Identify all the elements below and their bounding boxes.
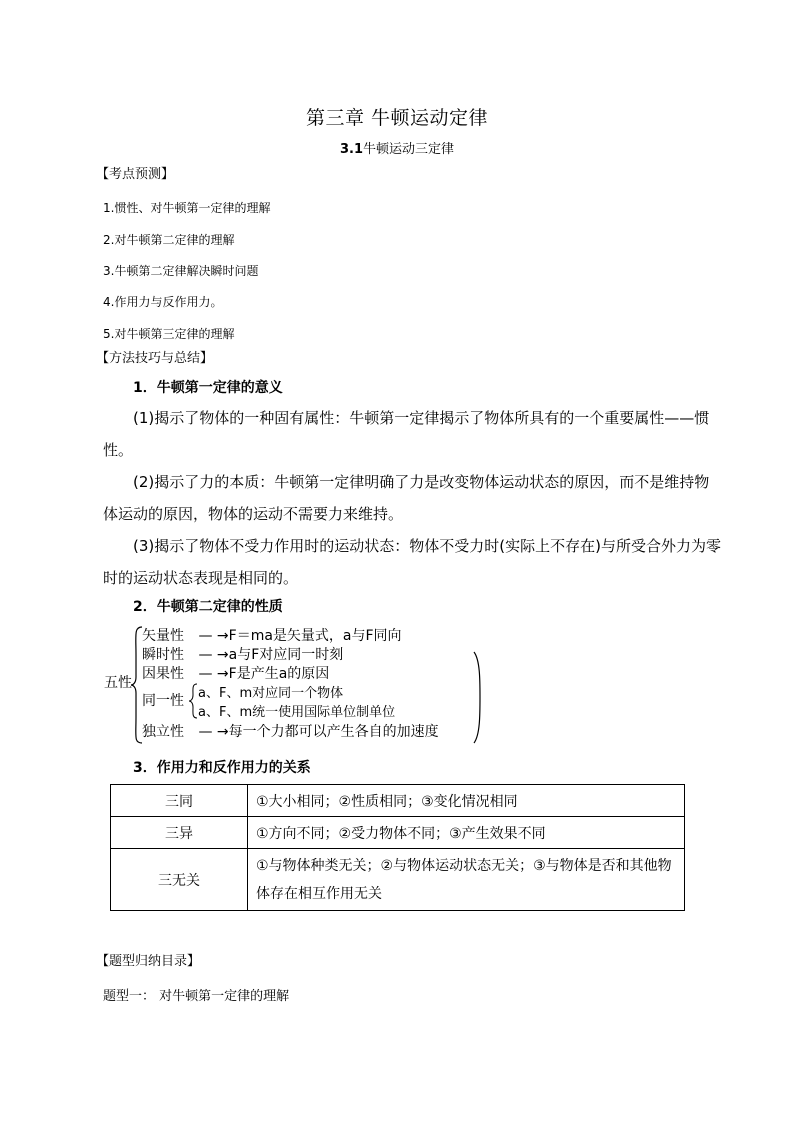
section1-paragraph-3: (3)揭示了物体不受力作用时的运动状态：物体不受力时(实际上不存在)与所受合外力为零时的运动状态表现是相同的。 bbox=[103, 537, 721, 587]
inner-brace bbox=[188, 683, 198, 719]
same-sub-2: a、F、m统一使用国际单位制单位 bbox=[198, 705, 396, 720]
property-name: 独立性 bbox=[142, 724, 184, 740]
action-reaction-table bbox=[110, 784, 685, 911]
five-properties-label: 五性 bbox=[104, 675, 132, 691]
table-row bbox=[111, 849, 685, 911]
property-desc: F是产生a的原因 bbox=[228, 666, 330, 682]
table-key: 三无关 bbox=[111, 849, 248, 911]
property-row bbox=[142, 625, 402, 645]
property-desc: F＝ma是矢量式，a与F同向 bbox=[228, 628, 402, 644]
section1-title: 1．牛顿第一定律的意义 bbox=[133, 380, 283, 396]
page-subtitle bbox=[0, 138, 794, 157]
property-name: 瞬时性 bbox=[142, 647, 184, 663]
property-name: 因果性 bbox=[142, 666, 184, 682]
prediction-item: 4.作用力与反作用力。 bbox=[103, 295, 223, 309]
subtitle-number: 3.1 bbox=[339, 142, 363, 157]
property-name: 矢量性 bbox=[142, 628, 184, 644]
prediction-item: 5.对牛顿第三定律的理解 bbox=[103, 327, 235, 341]
arrow: — → bbox=[198, 647, 229, 663]
table-row bbox=[111, 785, 685, 817]
same-sub-1: a、F、m对应同一个物体 bbox=[198, 686, 344, 701]
prediction-heading: 【考点预测】 bbox=[96, 167, 175, 182]
arrow: — → bbox=[198, 666, 229, 682]
property-row bbox=[142, 721, 439, 741]
property-row bbox=[142, 644, 343, 664]
section1-paragraph-2: (2)揭示了力的本质：牛顿第一定律明确了力是改变物体运动状态的原因，而不是维持物体运动的原因，物体的运动不需要力来维持。 bbox=[103, 473, 710, 523]
section2-title: 2．牛顿第二定律的性质 bbox=[133, 599, 283, 615]
catalog-item: 题型一： 对牛顿第一定律的理解 bbox=[103, 989, 290, 1004]
table-value: ①与物体种类无关；②与物体运动状态无关；③与物体是否和其他物体存在相互作用无关 bbox=[248, 849, 685, 911]
right-brace bbox=[472, 650, 484, 745]
prediction-item: 2.对牛顿第二定律的理解 bbox=[103, 233, 235, 247]
prediction-item: 1.惯性、对牛顿第一定律的理解 bbox=[103, 201, 271, 215]
table-value: ①大小相同；②性质相同；③变化情况相同 bbox=[248, 785, 685, 817]
subtitle-text: 牛顿运动三定律 bbox=[363, 142, 455, 157]
arrow: — → bbox=[198, 724, 229, 740]
catalog-heading: 【题型归纳目录】 bbox=[96, 954, 201, 969]
methods-heading: 【方法技巧与总结】 bbox=[96, 351, 214, 366]
property-desc: a与F对应同一时刻 bbox=[228, 647, 344, 663]
arrow: — → bbox=[198, 628, 229, 644]
table-row bbox=[111, 817, 685, 849]
table-key: 三同 bbox=[111, 785, 248, 817]
table-value: ①方向不同；②受力物体不同；③产生效果不同 bbox=[248, 817, 685, 849]
prediction-item: 3.牛顿第二定律解决瞬时问题 bbox=[103, 264, 259, 278]
section3-title: 3．作用力和反作用力的关系 bbox=[133, 760, 311, 776]
page-title: 第三章 牛顿运动定律 bbox=[305, 107, 489, 129]
section1-paragraph-1: (1)揭示了物体的一种固有属性：牛顿第一定律揭示了物体所具有的一个重要属性——惯性。 bbox=[103, 409, 710, 459]
property-desc: 每一个力都可以产生各自的加速度 bbox=[228, 724, 439, 740]
table-key: 三异 bbox=[111, 817, 248, 849]
property-row bbox=[142, 663, 329, 683]
property-name: 同一性 bbox=[142, 693, 184, 709]
